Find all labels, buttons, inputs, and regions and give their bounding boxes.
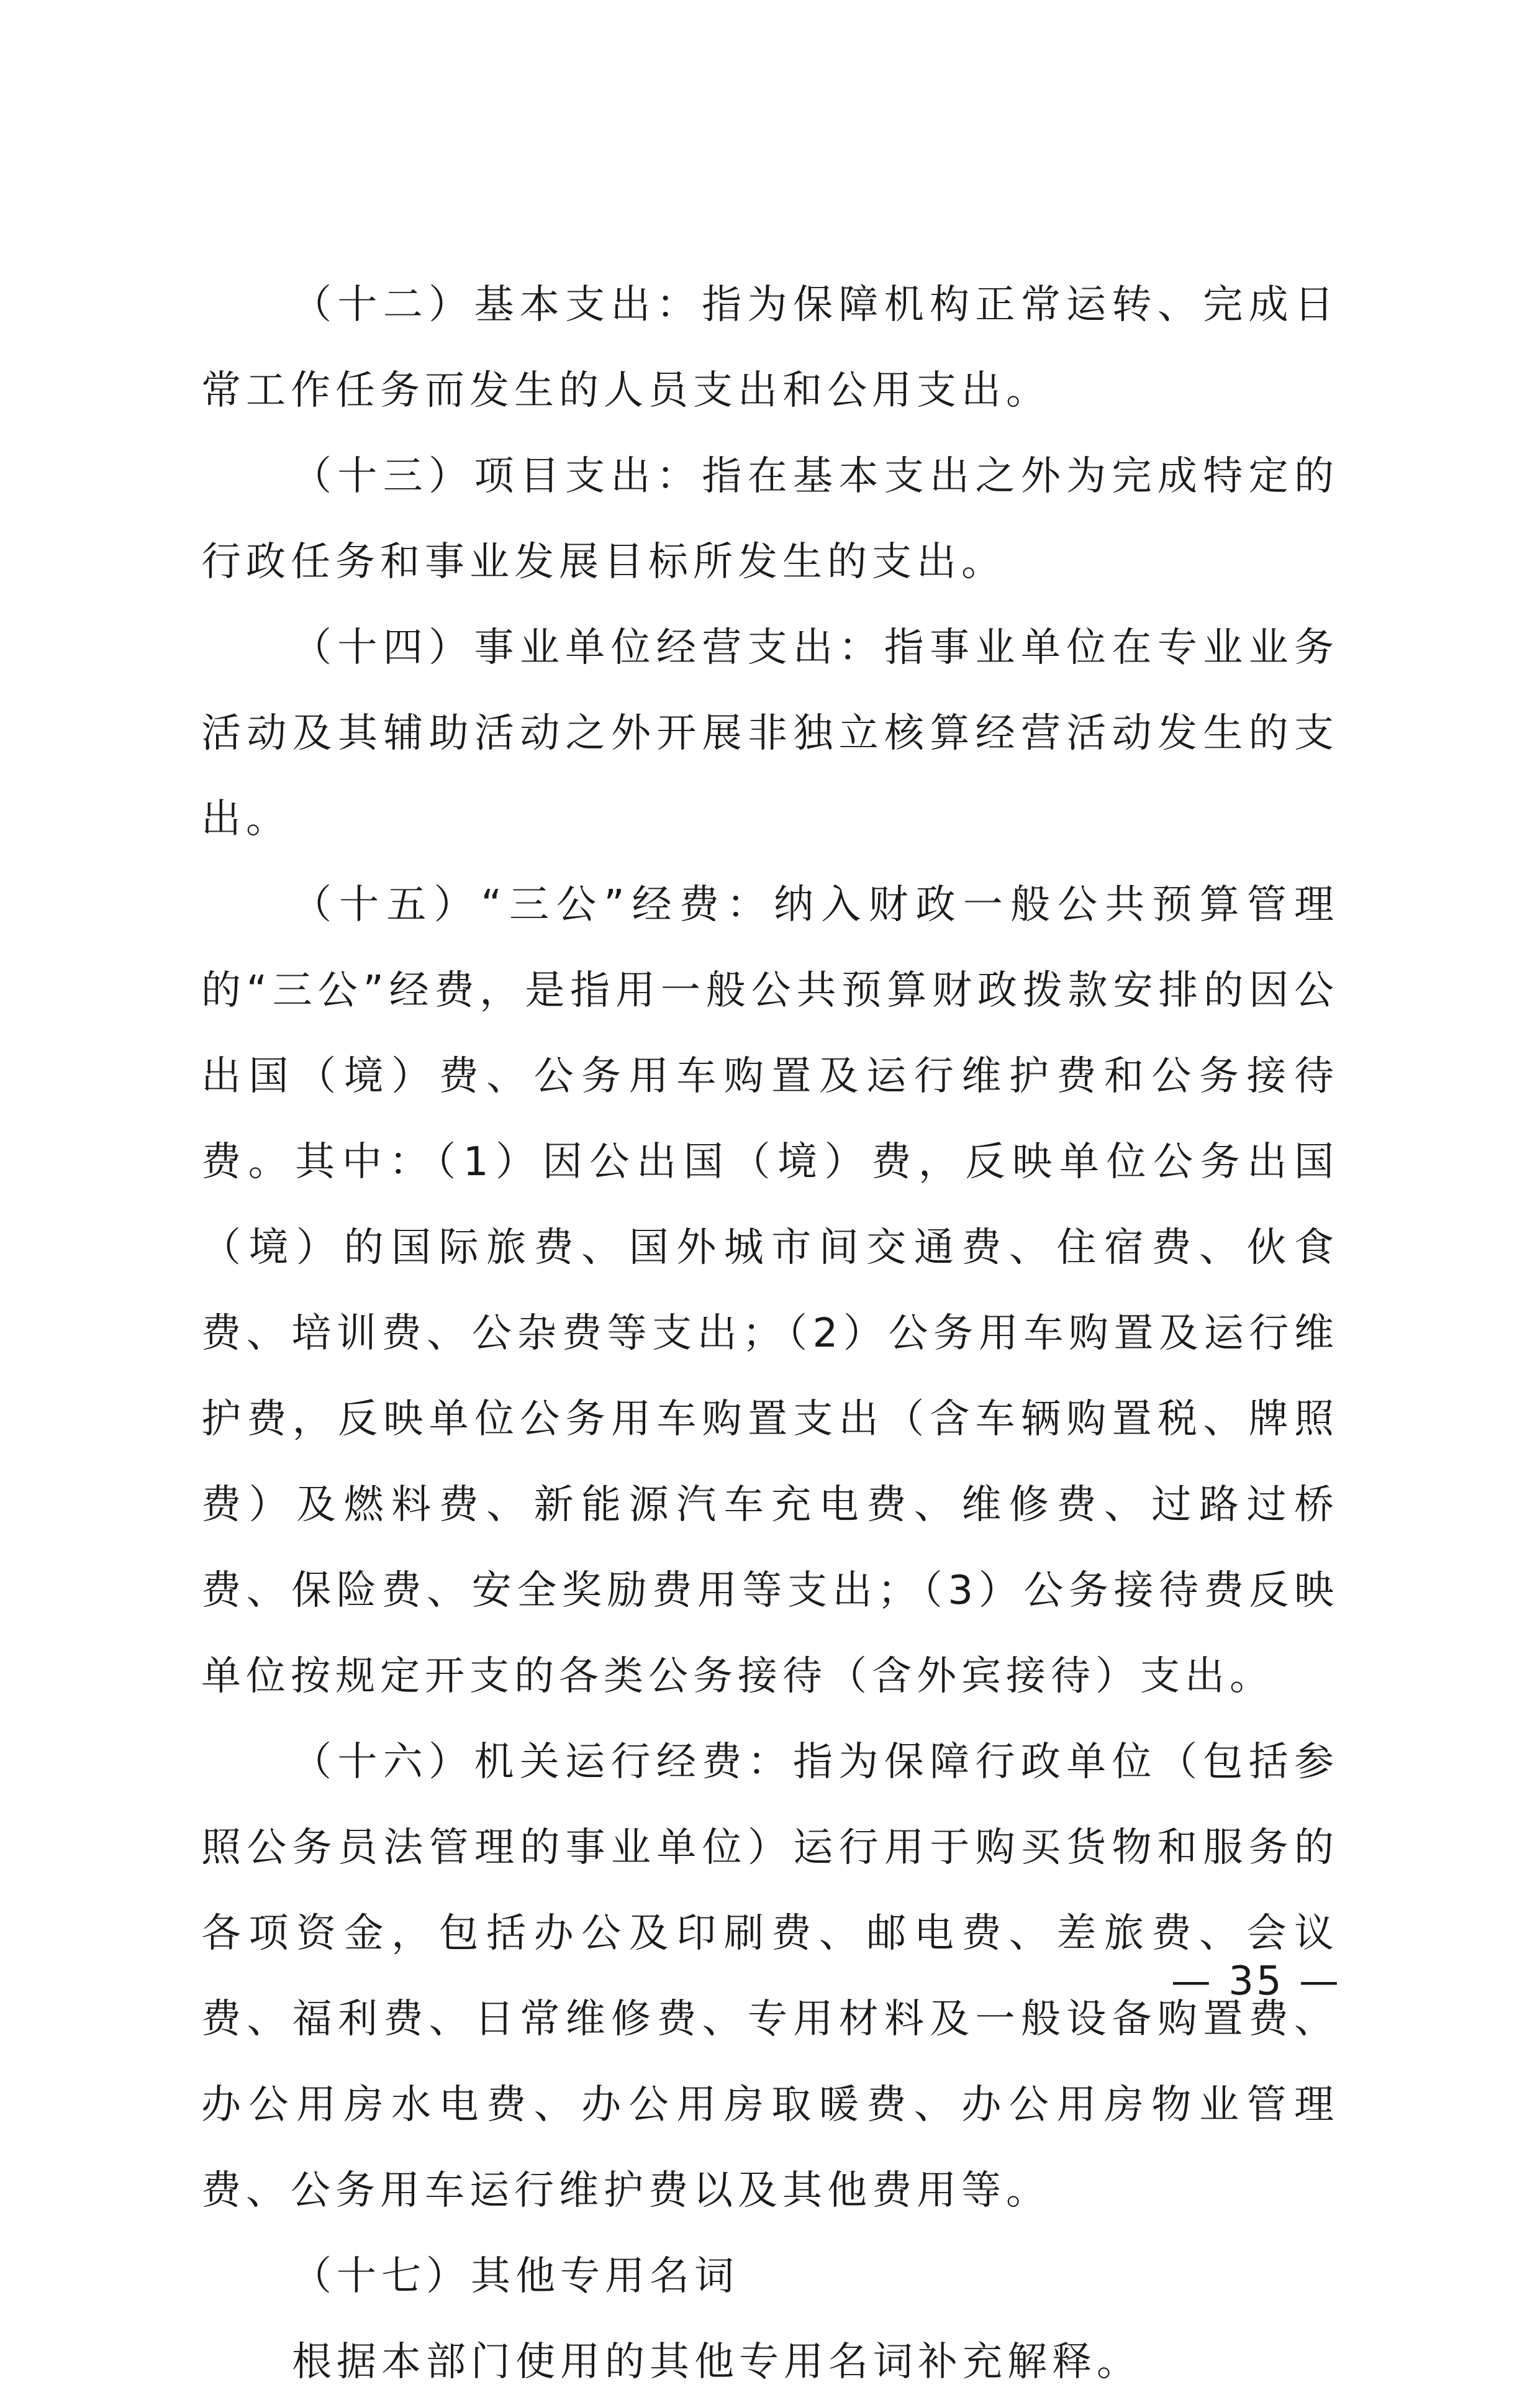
paragraph-agency-operating-expenses: （十六）机关运行经费：指为保障行政单位（包括参照公务员法管理的事业单位）运行用于购买货物和服务的各项资金，包括办公及印刷费、邮电费、差旅费、会议费、福利费、日常维修费、专用材料及一般设备购置费、办公用房水电费、办公用房取暖费、办公用房物业管理费、公务用车运行维护费以及其他费用等。: [201, 1739, 1339, 2214]
paragraph-business-expenditure: （十四）事业单位经营支出：指事业单位在专业业务活动及其辅助活动之外开展非独立核算经营活动发生的支出。: [201, 625, 1339, 842]
paragraph-project-expenditure: （十三）项目支出：指在基本支出之外为完成特定的行政任务和事业发展目标所发生的支出。: [201, 453, 1339, 585]
paragraph-other-terms-note: 根据本部门使用的其他专用名词补充解释。: [292, 2339, 1141, 2385]
page-body: [201, 262, 1339, 2405]
page-number: — 35 —: [1171, 1958, 1341, 2004]
paragraph-three-public-expenses: （十五）“三公”经费：纳入财政一般公共预算管理的“三公”经费，是指用一般公共预算财政拨款安排的因公出国（境）费、公务用车购置及运行维护费和公务接待费。其中：（1）因公出国（境）费，反映单位公务出国（境）的国际旅费、国外城市间交通费、住宿费、伙食费、培训费、公杂费等支出；（2）公务用车购置及运行维护费，反映单位公务用车购置支出（含车辆购置税、牌照费）及燃料费、新能源汽车充电费、维修费、过路过桥费、保险费、安全奖励费用等支出；（3）公务接待费反映单位按规定开支的各类公务接待（含外宾接待）支出。: [201, 882, 1339, 1699]
paragraph-other-terms-heading: （十七）其他专用名词: [292, 2253, 739, 2299]
paragraph-basic-expenditure: （十二）基本支出：指为保障机构正常运转、完成日常工作任务而发生的人员支出和公用支出。: [201, 282, 1339, 414]
